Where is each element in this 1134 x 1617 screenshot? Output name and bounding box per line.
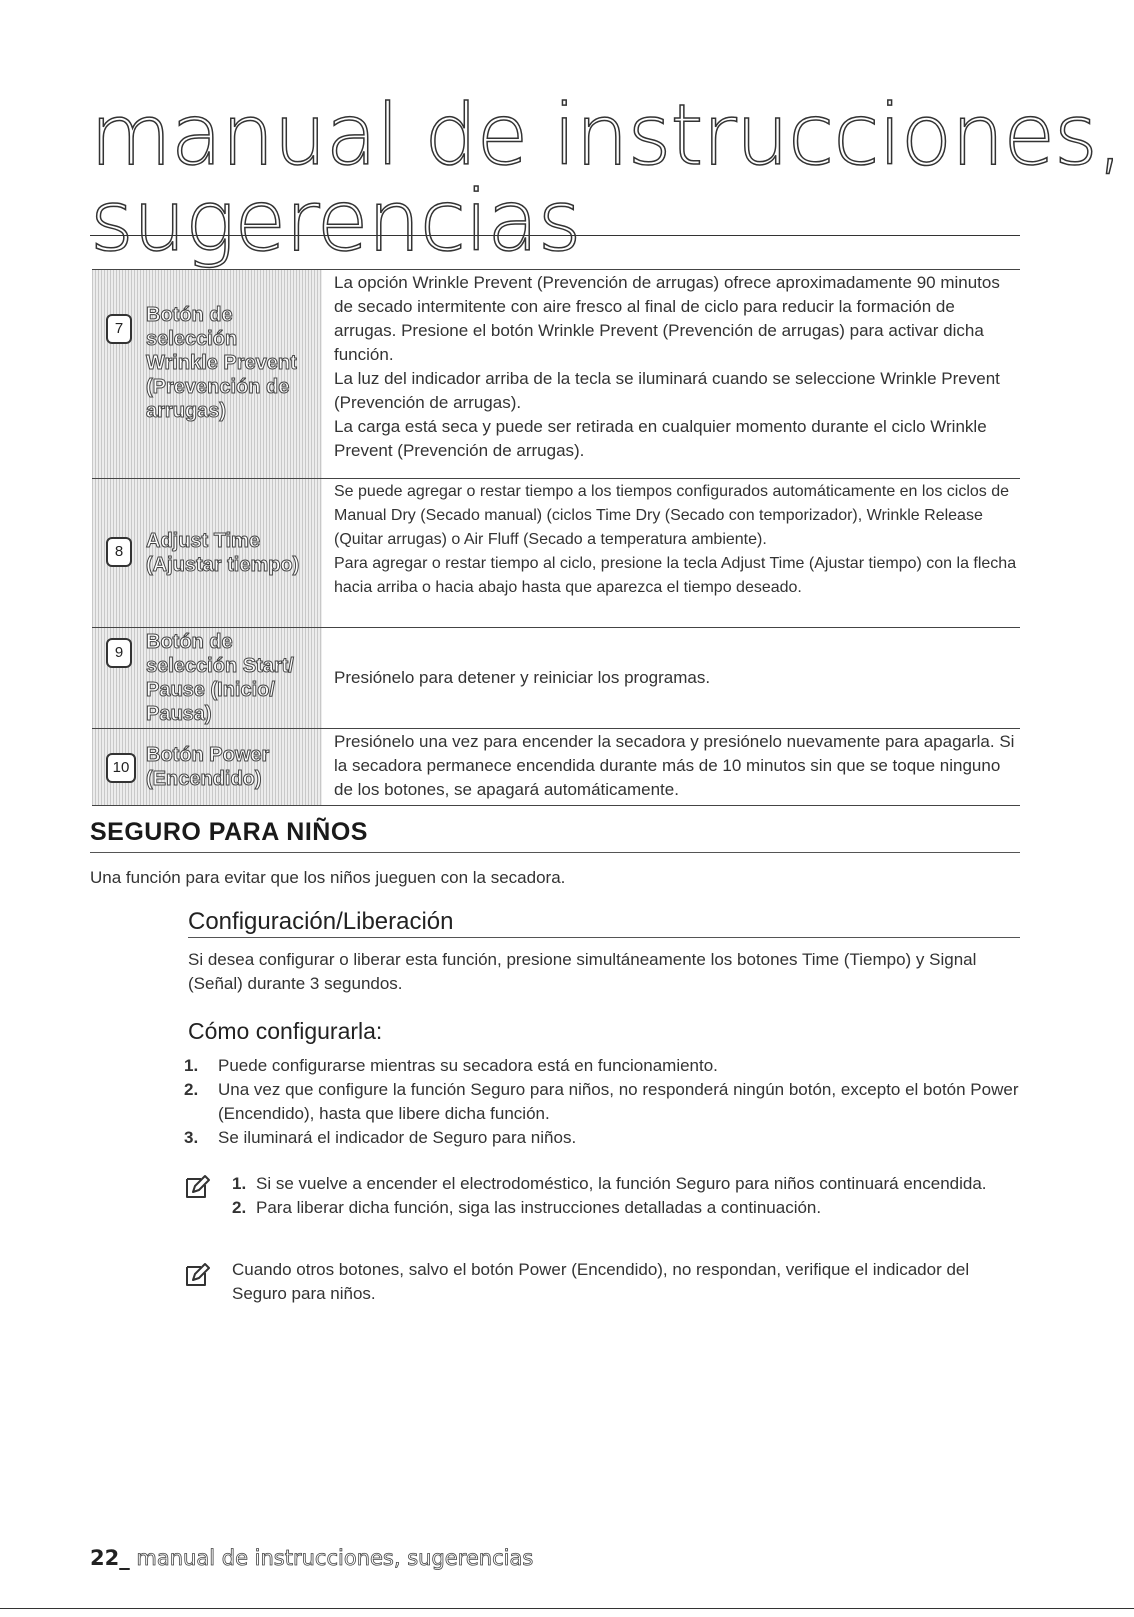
feature-label-10: [92, 729, 322, 805]
feature-desc-8: [322, 479, 1020, 627]
feature-label-9: [92, 628, 322, 728]
label-line: selección Start/: [146, 655, 294, 677]
page-footer: [90, 1546, 533, 1570]
number-badge-7: 7: [106, 314, 132, 344]
list-item: [170, 1054, 1030, 1078]
label-line: Pausa): [146, 703, 212, 725]
feature-label-8: [92, 479, 322, 627]
page-number: 22_: [90, 1546, 130, 1570]
note-text: Para liberar dicha función, siga las instrucciones detalladas a continuación.: [256, 1198, 822, 1217]
page-title: [90, 86, 1123, 270]
step-number: 3.: [184, 1128, 199, 1147]
note-pencil-icon: [182, 1172, 212, 1202]
list-item: [170, 1078, 1030, 1126]
desc-paragraph: La opción Wrinkle Prevent (Prevención de arrugas) ofrece aproximadamente 90 minutos de secado intermitente con aire fresco al final de ciclo para reducir la formación de arrugas. Presione el botón Wrinkle Prevent (Prevención de arrugas) para activar dicha función.: [334, 273, 1000, 364]
feature-desc-9: [322, 628, 1020, 728]
label-line: (Ajustar tiempo): [146, 554, 300, 576]
list-item: [222, 1196, 1022, 1220]
feature-label-text-8: [146, 529, 299, 577]
label-line: Botón de: [146, 631, 233, 653]
config-body: Si desea configurar o liberar esta función, presione simultáneamente los botones Time (Tiempo) y Signal (Señal) durante 3 segundos.: [188, 950, 977, 993]
feature-label-text-7: [146, 303, 297, 423]
label-line: Botón Power: [146, 744, 270, 766]
sub-heading-how: Cómo configurarla:: [188, 1018, 383, 1044]
feature-label-text-9: [146, 630, 294, 726]
footer-text: manual de instrucciones, sugerencias: [129, 1546, 534, 1570]
desc-paragraph: Para agregar o restar tiempo al ciclo, presione la tecla Adjust Time (Ajustar tiempo) con la flecha hacia arriba o hacia abajo hasta que aparezca el tiempo deseado.: [334, 555, 1017, 596]
label-line: arrugas): [146, 400, 227, 422]
feature-row-8: [92, 478, 1020, 627]
label-line: (Prevención de: [146, 376, 290, 398]
label-line: selección: [146, 328, 238, 350]
number-badge-8: 8: [106, 537, 132, 567]
note-2: Cuando otros botones, salvo el botón Power (Encendido), no respondan, verifique el indicador del Seguro para niños.: [232, 1260, 970, 1303]
label-line: (Encendido): [146, 768, 262, 790]
label-line: Wrinkle Prevent: [146, 352, 297, 374]
step-text: Puede configurarse mientras su secadora está en funcionamiento.: [218, 1056, 718, 1075]
feature-label-text-10: [146, 743, 269, 791]
label-line: Botón de: [146, 304, 233, 326]
note-text: Si se vuelve a encender el electrodoméstico, la función Seguro para niños continuará encendida.: [256, 1174, 987, 1193]
section-heading-child-lock: SEGURO PARA NIÑOS: [90, 818, 368, 846]
number-badge-9: 9: [106, 638, 132, 668]
desc-paragraph: Presiónelo para detener y reiniciar los programas.: [334, 667, 711, 687]
feature-desc-10: [322, 729, 1020, 805]
feature-label-7: [92, 270, 322, 478]
feature-desc-7: [322, 270, 1020, 478]
list-item: [170, 1126, 1030, 1150]
title-rule: [90, 235, 1020, 236]
feature-row-7: [92, 269, 1020, 478]
section-intro: Una función para evitar que los niños jueguen con la secadora.: [90, 868, 566, 887]
desc-paragraph: Se puede agregar o restar tiempo a los tiempos configurados automáticamente en los ciclos de Manual Dry (Secado manual) (ciclos Time Dry (Secado con temporizador), Wrinkle Release (Quitar arrugas) o Air Fluff (Secado a temperatura ambiente).: [334, 483, 1010, 548]
desc-paragraph: La carga está seca y puede ser retirada en cualquier momento durante el ciclo Wrinkle Prevent (Prevención de arrugas).: [334, 417, 987, 460]
note-number: 1.: [232, 1174, 247, 1193]
desc-paragraph: Presiónelo una vez para encender la secadora y presiónelo nuevamente para apagarla. Si la secadora permanece encendida durante más de 10 minutos sin que se toque ninguno de los botones, se apagará automáticamente.: [334, 732, 1015, 799]
label-line: Adjust Time: [146, 530, 261, 552]
step-number: 1.: [184, 1056, 199, 1075]
number-badge-10: 10: [106, 753, 136, 783]
page-title-line1: manual de instrucciones,: [90, 86, 1123, 184]
list-item: [222, 1172, 1022, 1196]
step-text: Una vez que configure la función Seguro para niños, no responderá ningún botón, excepto el botón Power (Encendido), hasta que libere dicha función.: [218, 1080, 1019, 1123]
note-list: [222, 1172, 1022, 1220]
bottom-rule: [0, 1608, 1134, 1609]
steps-list: [170, 1054, 1030, 1150]
desc-paragraph: La luz del indicador arriba de la tecla se iluminará cuando se seleccione Wrinkle Prevent (Prevención de arrugas).: [334, 369, 1000, 412]
section-rule: [90, 852, 1020, 853]
page-title-line2: sugerencias: [90, 172, 581, 270]
feature-row-10: [92, 728, 1020, 806]
step-text: Se iluminará el indicador de Seguro para niños.: [218, 1128, 577, 1147]
label-line: Pause (Inicio/: [146, 679, 275, 701]
step-number: 2.: [184, 1080, 199, 1099]
note-pencil-icon: [182, 1260, 212, 1290]
note-number: 2.: [232, 1198, 247, 1217]
sub-heading-config: Configuración/Liberación: [188, 908, 454, 935]
feature-row-9: [92, 627, 1020, 728]
feature-table: [92, 269, 1020, 806]
sub-rule: [188, 937, 1020, 938]
